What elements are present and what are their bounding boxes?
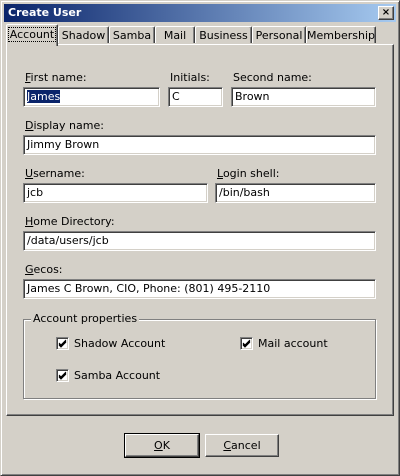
username-label: Username: xyxy=(25,167,85,180)
ok-button-label: OK xyxy=(154,439,170,452)
tab-account[interactable] xyxy=(6,24,58,46)
second-name-label: Second name: xyxy=(233,71,312,84)
tab-personal[interactable] xyxy=(252,26,306,43)
second-name-value: Brown xyxy=(235,90,270,103)
display-name-value: Jimmy Brown xyxy=(27,138,100,151)
ok-button[interactable] xyxy=(125,434,199,457)
tab-label: Mail xyxy=(163,29,187,42)
first-name-label: First name: xyxy=(25,71,87,84)
tab-label: Shadow xyxy=(61,29,106,42)
close-icon: × xyxy=(381,7,391,18)
shadow-account-label[interactable]: Shadow Account xyxy=(74,337,166,350)
tab-label: Membership xyxy=(307,29,375,42)
initials-value: C xyxy=(172,90,180,103)
samba-account-label[interactable]: Samba Account xyxy=(74,369,161,382)
home-directory-label: Home Directory: xyxy=(25,215,115,228)
tab-samba[interactable] xyxy=(109,26,155,43)
mail-account-label[interactable]: Mail account xyxy=(258,337,328,350)
login-shell-value: /bin/bash xyxy=(219,186,270,199)
cancel-button-label: Cancel xyxy=(223,439,261,452)
cancel-button[interactable] xyxy=(205,434,279,457)
tab-label: Samba xyxy=(112,29,152,42)
account-properties-title: Account properties xyxy=(33,312,138,325)
gecos-label: Gecos: xyxy=(25,263,63,276)
display-name-label: Display name: xyxy=(25,119,104,132)
username-value: jcb xyxy=(27,186,44,199)
close-button[interactable] xyxy=(378,6,394,20)
account-tab-panel xyxy=(6,44,394,416)
tab-business[interactable] xyxy=(195,26,252,43)
title-bar[interactable] xyxy=(4,4,396,22)
home-directory-value: /data/users/jcb xyxy=(27,234,109,247)
tab-membership[interactable] xyxy=(306,26,376,43)
initials-label: Initials: xyxy=(170,71,210,84)
tab-label: Account xyxy=(9,28,55,41)
gecos-value: James C Brown, CIO, Phone: (801) 495-2110 xyxy=(27,282,271,295)
tab-shadow[interactable] xyxy=(58,26,109,43)
first-name-value: James xyxy=(27,90,61,103)
login-shell-label: Login shell: xyxy=(217,167,280,180)
tab-label: Business xyxy=(199,29,248,42)
tab-label: Personal xyxy=(255,29,303,42)
tab-mail[interactable] xyxy=(155,26,195,43)
dialog-title: Create User xyxy=(8,6,82,19)
